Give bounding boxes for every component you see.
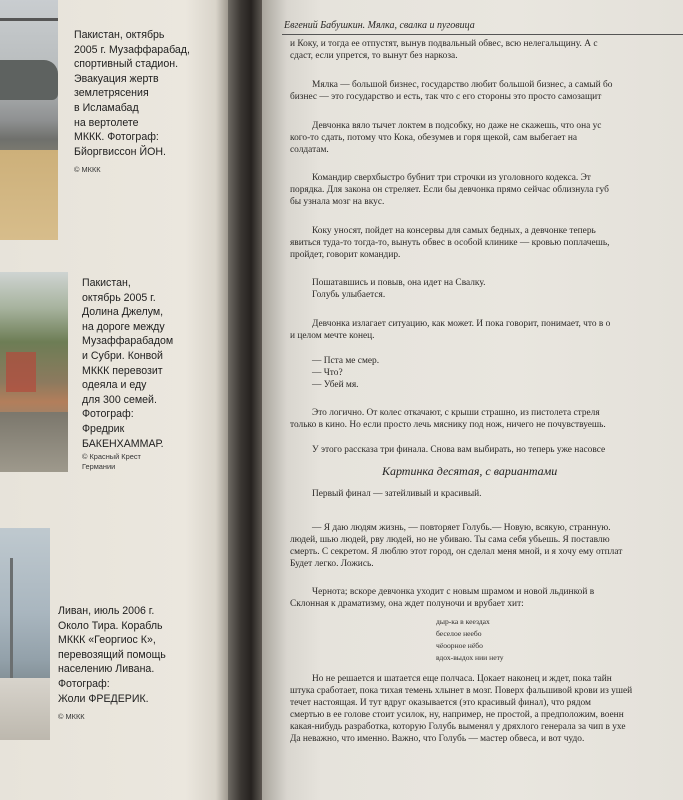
caption-2: Пакистан, октябрь 2005 г. Долина Джелум, на дороге между Музаффарабадом и Субри. Конвой МККК перевозит одеяла и еду для 300 семей. Фотограф: Фредрик БАКЕНХАММАР.	[82, 277, 174, 450]
text-line: Склонная к драматизму, она ждет полуночи и врубает хит:	[290, 599, 524, 609]
text-line: только в кино. Но если просто лечь мяснику под нож, ничего не почувствуешь.	[290, 420, 606, 430]
chapter-title: Картинка десятая, с вариантами	[382, 464, 558, 478]
text-line: Девчонка излагает ситуацию, как может. И пока говорит, понимает, что в о	[312, 319, 611, 329]
text-line: Командир сверхбыстро бубнит три строчки из уголовного кодекса. Эт	[312, 173, 591, 183]
text-line: штука сработает, пока тихая темень хлынет в мозг. Поверх фальшивой крови из ушей	[290, 686, 633, 696]
header-rule	[282, 34, 683, 35]
caption-3-credit: © МККК	[58, 712, 85, 721]
text-line: Мялка — большой бизнес, государство любит большой бизнес, а самый бо	[312, 80, 613, 90]
photo-ship	[0, 528, 50, 740]
text-line: и целом мечте конец.	[290, 331, 375, 341]
text-line: порядка. Для закона он стреляет. Если бы девчонка прямо сейчас облизнула губ	[290, 185, 609, 195]
text-line: — Что?	[312, 368, 343, 378]
poem-line: дыр-ка в кеездах	[436, 617, 490, 626]
caption-3: Ливан, июль 2006 г. Около Тира. Корабль МККК «Георгиос К», перевозящий помощь населению Ливана. Фотограф: Жоли ФРЕДЕРИК.	[58, 605, 166, 705]
text-line: какая-нибудь разработка, которую Голубь выменял у дряхлого генерала за чип в ухе	[290, 722, 626, 732]
text-line: бизнес — это государство и есть, так что с его стороны это просто самозащит	[290, 92, 602, 102]
caption-2-credit: © Красный Крест Германии	[82, 452, 141, 471]
text-line: — Убей мя.	[312, 380, 359, 390]
photo-convoy-road	[0, 272, 68, 472]
text-line: кого-то сдать, потому что Кока, обезумев и горя щекой, сам выбегает на	[290, 133, 578, 143]
running-head: Евгений Бабушкин. Мялка, свалка и пуговица	[284, 20, 475, 31]
text-line: пройдет, говорит командир.	[290, 250, 401, 260]
text-line: — Я даю людям жизнь, — повторяет Голубь.— Новую, всякую, странную.	[312, 523, 611, 533]
text-line: людей, шью людей, рву людей, но не убиваю. Ты сама себя убьешь. Я поставлю	[290, 535, 610, 545]
text-line: смерть. С секретом. Я люблю этот город, он сделал меня мной, и я хочу ему отплат	[290, 547, 623, 557]
text-line: У этого рассказа три финала. Снова вам выбирать, но теперь уже насовсе	[312, 445, 606, 455]
text-line: Пошатавшись и повыв, она идет на Свалку.	[312, 278, 486, 288]
left-page	[0, 0, 232, 800]
caption-1-credit: © МККК	[74, 165, 101, 174]
text-line: Чернота; вскоре девчонка уходит с новым шрамом и новой льдинкой в	[312, 587, 595, 597]
caption-1: Пакистан, октябрь 2005 г. Музаффарабад, спортивный стадион. Эвакуация жертв землетрясения в Исламабад на вертолете МККК. Фотограф: Бйоргвиссон ЙОН.	[74, 29, 190, 158]
poem-line: чёоорное нёбо	[436, 641, 483, 650]
text-line: течет настоящая. И тут вдруг оказывается (это красивый финал), что рядом	[290, 698, 591, 708]
text-line: явиться туда-то тогда-то, вынуть обвес в особой клинике — кровью поплачешь,	[290, 238, 610, 248]
text-line: солдатам.	[290, 145, 329, 155]
text-line: Но не решается и шатается еще полчаса. Цокает наконец и ждет, пока тайн	[312, 674, 612, 684]
text-line: Это логично. От колес откачают, с крыши страшно, из пистолета стреля	[312, 408, 600, 418]
right-page	[262, 0, 683, 800]
text-line: Девчонка вяло тычет локтем в подсобку, но даже не скажешь, что она ус	[312, 121, 602, 131]
text-line: Первый финал — затейливый и красивый.	[312, 489, 482, 499]
text-line: бы узнала мозг на вкус.	[290, 197, 385, 207]
text-line: — Пста ме смер.	[312, 356, 380, 366]
text-line: Да неважно, что именно. Важно, что Голубь — мастер обвеса, и вот чудо.	[290, 734, 585, 744]
text-line: Голубь улыбается.	[312, 290, 386, 300]
text-line: Коку уносят, пойдет на консервы для самых бедных, а девчонке теперь	[312, 226, 596, 236]
text-line: смертью в ее голове стоит усилок, ну, например, не простой, а предположим, военн	[290, 710, 624, 720]
text-line: сдаст, если упрется, то вынут без наркоза.	[290, 51, 458, 61]
poem-line: беселое неебо	[436, 629, 482, 638]
poem-line: вдох-выдох нии нету	[436, 653, 504, 662]
text-line: и Коку, и тогда ее отпустят, вынув подвальный обвес, всю нелегальщину. А с	[290, 39, 598, 49]
text-line: Будет легко. Ложись.	[290, 559, 374, 569]
photo-helicopter	[0, 0, 58, 240]
